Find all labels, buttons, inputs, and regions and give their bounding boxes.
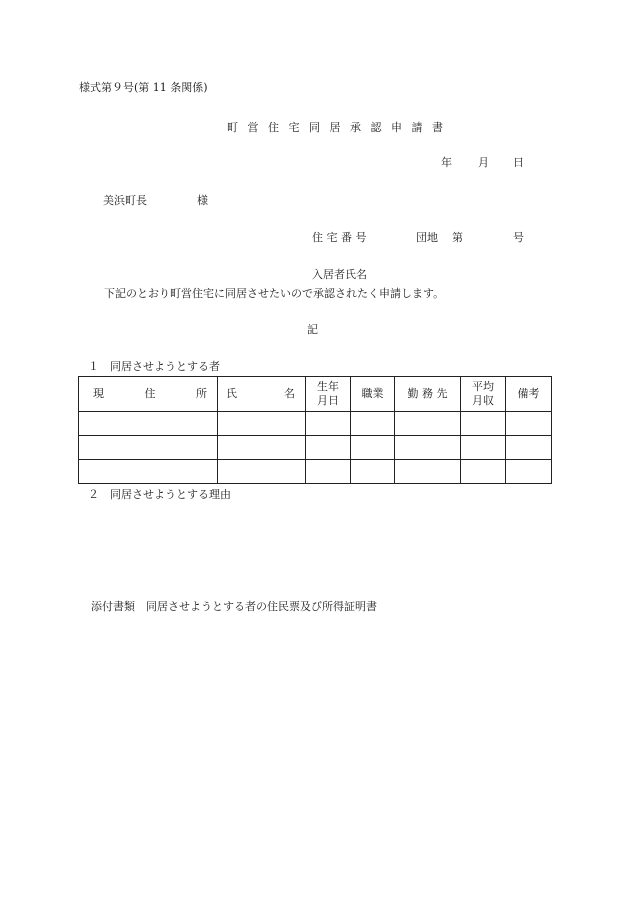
cell-address[interactable] [79,460,218,484]
cell-workplace[interactable] [395,412,461,436]
header-income: 平均 月収 [461,377,506,412]
cell-occupation[interactable] [351,412,395,436]
form-number: 様式第９号(第 11 条関係) [79,81,208,94]
addressee-honorific: 様 [197,194,208,207]
table-row [79,460,552,484]
cell-workplace[interactable] [395,460,461,484]
header-address: 現 住 所 [79,377,218,412]
cell-income[interactable] [461,436,506,460]
cell-income[interactable] [461,460,506,484]
date-year[interactable]: 年 [441,156,452,169]
cell-birthdate[interactable] [306,460,351,484]
cell-birthdate[interactable] [306,412,351,436]
cell-name[interactable] [218,436,306,460]
cell-name[interactable] [218,460,306,484]
cell-address[interactable] [79,412,218,436]
housing-danchi-label[interactable]: 団地 [416,231,438,244]
section1-heading: １ 同居させようとする者 [88,360,220,373]
form-title: 町 営 住 宅 同 居 承 認 申 請 書 [227,121,446,134]
header-workplace: 勤 務 先 [395,377,461,412]
table-row [79,412,552,436]
housing-go-label: 号 [513,231,524,244]
header-notes: 備考 [506,377,552,412]
date-day[interactable]: 日 [513,156,524,169]
addressee-name: 美浜町長 [103,194,147,207]
cell-notes[interactable] [506,436,552,460]
cell-notes[interactable] [506,460,552,484]
cell-income[interactable] [461,412,506,436]
cell-address[interactable] [79,436,218,460]
cell-occupation[interactable] [351,460,395,484]
request-text: 下記のとおり町営住宅に同居させたいので承認されたく申請します。 [104,287,445,300]
housing-number-label: 住 宅 番 号 [312,231,367,244]
applicant-name-label[interactable]: 入居者氏名 [312,268,367,281]
header-occupation: 職業 [351,377,395,412]
cell-occupation[interactable] [351,436,395,460]
header-birthdate: 生年 月日 [306,377,351,412]
table-header-row [79,377,552,412]
cell-notes[interactable] [506,412,552,436]
cohabitant-table [78,376,552,484]
ki-heading: 記 [307,323,318,336]
attachments-note: 添付書類 同居させようとする者の住民票及び所得証明書 [91,600,377,613]
cell-name[interactable] [218,412,306,436]
housing-dai-label: 第 [452,231,463,244]
section2-heading: ２ 同居させようとする理由 [88,488,231,501]
cell-birthdate[interactable] [306,436,351,460]
date-month[interactable]: 月 [478,156,489,169]
cell-workplace[interactable] [395,436,461,460]
table-row [79,436,552,460]
header-name: 氏 名 [218,377,306,412]
